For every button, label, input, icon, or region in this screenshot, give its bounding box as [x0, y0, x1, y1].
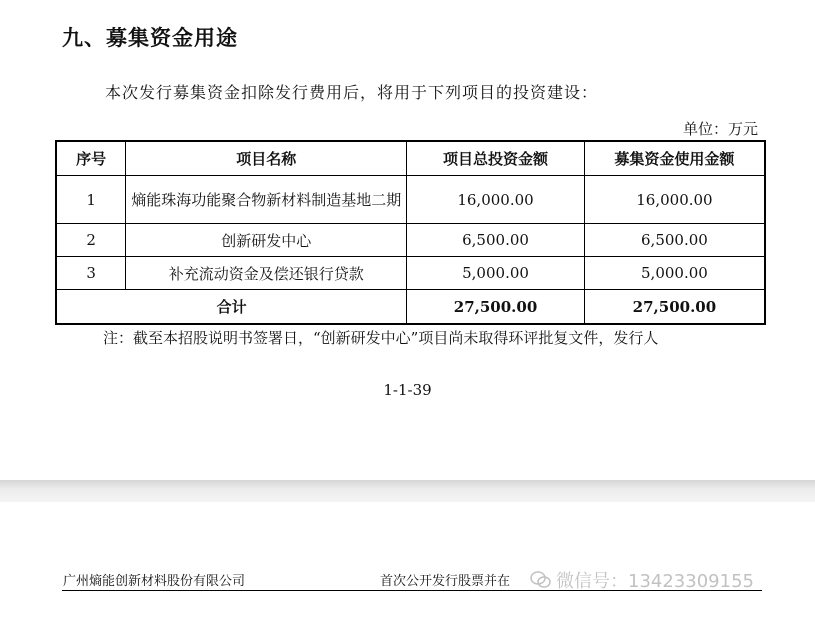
row-no: 3	[56, 257, 126, 290]
row-project-name: 创新研发中心	[126, 224, 407, 257]
row-no: 1	[56, 176, 126, 224]
footer-company: 广州熵能创新材料股份有限公司	[63, 574, 246, 589]
wechat-icon	[530, 571, 552, 589]
row-total-investment: 16,000.00	[407, 176, 585, 224]
watermark-text: 微信号：13423309155	[556, 571, 754, 592]
row-raised-funds: 5,000.00	[584, 257, 765, 290]
header-total-investment: 项目总投资金额	[407, 141, 585, 176]
table-note: 注：截至本招股说明书签署日，“创新研发中心”项目尚未取得环评批复文件，发行人	[103, 329, 659, 347]
footer-doc-title: 首次公开发行股票并在	[380, 574, 511, 589]
row-project-name: 熵能珠海功能聚合物新材料制造基地二期	[126, 176, 407, 224]
watermark	[530, 568, 754, 592]
row-no: 2	[56, 224, 126, 257]
row-project-name: 补充流动资金及偿还银行贷款	[126, 257, 407, 290]
investment-table	[55, 140, 766, 325]
row-raised-funds: 6,500.00	[584, 224, 765, 257]
header-raised-funds: 募集资金使用金额	[584, 141, 765, 176]
total-label: 合计	[56, 290, 407, 325]
table-row	[56, 224, 765, 257]
total-raised-funds: 27,500.00	[584, 290, 765, 325]
row-raised-funds: 16,000.00	[584, 176, 765, 224]
header-project-name: 项目名称	[126, 141, 407, 176]
section-title: 九、募集资金用途	[62, 26, 238, 50]
intro-paragraph: 本次发行募集资金扣除发行费用后，将用于下列项目的投资建设：	[105, 83, 599, 102]
table-header-row	[56, 141, 765, 176]
total-investment: 27,500.00	[407, 290, 585, 325]
next-page	[0, 502, 815, 618]
table-row	[56, 257, 765, 290]
header-no: 序号	[56, 141, 126, 176]
page-number: 1-1-39	[383, 381, 432, 399]
unit-label: 单位：万元	[682, 120, 758, 138]
row-total-investment: 5,000.00	[407, 257, 585, 290]
row-total-investment: 6,500.00	[407, 224, 585, 257]
page-separator	[0, 480, 815, 502]
table-total-row	[56, 290, 765, 325]
table-row	[56, 176, 765, 224]
